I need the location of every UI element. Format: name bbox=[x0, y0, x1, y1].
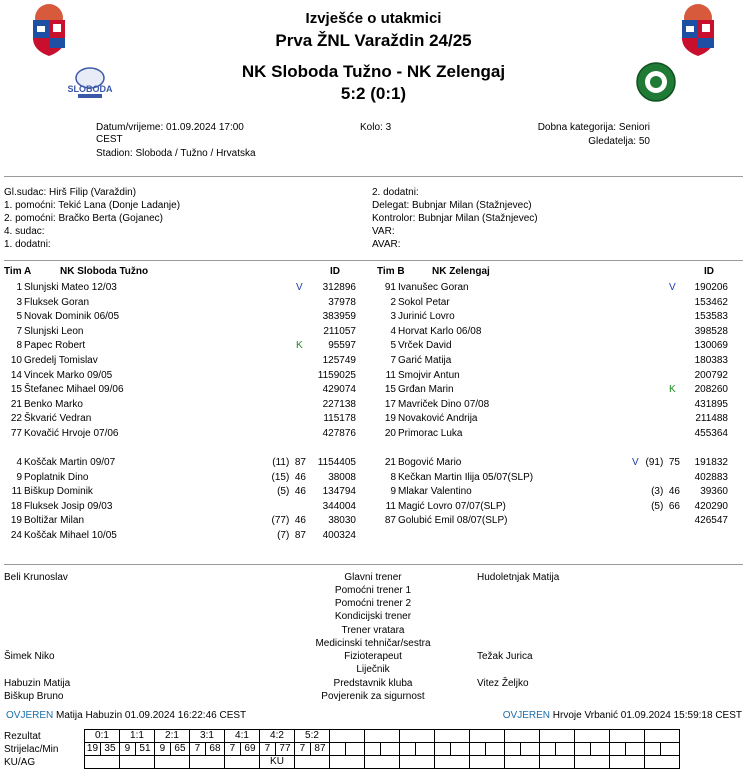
goalkeeper-mark: V bbox=[669, 282, 676, 293]
player-number: 11 bbox=[11, 486, 22, 498]
player-row bbox=[0, 427, 747, 441]
player-name: Bogović Mario bbox=[398, 457, 462, 468]
staff-team-a: Beli Krunoslav bbox=[4, 572, 68, 583]
player-name: Boltižar Milan bbox=[24, 515, 85, 527]
officials-right bbox=[372, 186, 538, 251]
official-line: 2. dodatni: bbox=[372, 187, 419, 198]
ku-cell bbox=[575, 756, 610, 769]
divider bbox=[4, 260, 743, 261]
scorer-minute-cell: 68 bbox=[205, 743, 224, 756]
ku-cell: KU bbox=[260, 756, 295, 769]
player-id: 200792 bbox=[694, 369, 728, 381]
player-number: 18 bbox=[10, 500, 22, 512]
spectators: Gledatelja: 50 bbox=[588, 136, 650, 147]
player-name: Poplatnik Dino bbox=[24, 471, 89, 483]
svg-text:SLOBODA: SLOBODA bbox=[67, 84, 113, 94]
ku-cell bbox=[645, 756, 680, 769]
player-id: 398528 bbox=[694, 325, 728, 337]
player-name: Kečkan Martin Ilija 05/07(SLP) bbox=[398, 471, 534, 483]
team-b-label: Tim B bbox=[377, 266, 405, 277]
player-number: 20 bbox=[384, 428, 396, 439]
scorer-number-cell bbox=[365, 743, 381, 756]
player-number: 91 bbox=[384, 282, 396, 293]
player-number: 11 bbox=[385, 369, 396, 381]
scorer-number-cell: 7 bbox=[260, 743, 276, 756]
player-number: 8 bbox=[16, 340, 22, 352]
official-line: 4. sudac: bbox=[4, 226, 45, 237]
player-name: Fluksek Josip 09/03 bbox=[24, 500, 113, 512]
team-a-name: NK Sloboda Tužno bbox=[60, 266, 149, 277]
player-number: 21 bbox=[10, 398, 22, 410]
results-table bbox=[84, 729, 680, 769]
player-row bbox=[0, 369, 747, 383]
player-number: 9 bbox=[390, 486, 396, 498]
player-name: Sokol Petar bbox=[398, 296, 450, 308]
player-name: Horvat Karlo 06/08 bbox=[398, 325, 482, 337]
goalkeeper-mark: V bbox=[296, 282, 303, 293]
match-timezone: CEST bbox=[96, 134, 123, 145]
substitution-info: (3) 46 bbox=[651, 486, 680, 498]
results-score-row bbox=[85, 730, 680, 743]
match-score: 5:2 (0:1) bbox=[340, 84, 407, 103]
player-id: 383959 bbox=[322, 311, 356, 323]
scorer-minute-cell bbox=[415, 743, 434, 756]
score-cell bbox=[400, 730, 435, 743]
player-id: 39360 bbox=[700, 486, 728, 498]
staff-role: Liječnik bbox=[356, 664, 390, 675]
player-id: 400324 bbox=[322, 530, 356, 541]
official-line: 1. pomoćni: Tekić Lana (Donje Ladanje) bbox=[4, 200, 181, 211]
player-row bbox=[0, 471, 747, 485]
team-a-id-header: ID bbox=[330, 266, 340, 277]
player-row bbox=[0, 412, 747, 426]
staff-role: Trener vratara bbox=[341, 625, 405, 636]
score-cell bbox=[330, 730, 365, 743]
score-cell bbox=[435, 730, 470, 743]
scorer-minute-cell bbox=[590, 743, 609, 756]
scorer-number-cell: 7 bbox=[295, 743, 311, 756]
score-cell: 4:2 bbox=[260, 730, 295, 743]
substitution-info: (11) 87 bbox=[272, 457, 306, 468]
player-number: 19 bbox=[10, 515, 22, 527]
player-name: Smojvir Antun bbox=[398, 369, 460, 381]
player-id: 312896 bbox=[322, 282, 356, 293]
results-ku-row bbox=[85, 756, 680, 769]
player-name: Gredelj Tomislav bbox=[24, 355, 98, 366]
staff-role: Predstavnik kluba bbox=[333, 678, 413, 689]
scorer-minute-cell: 77 bbox=[275, 743, 294, 756]
score-cell bbox=[365, 730, 400, 743]
official-line: AVAR: bbox=[372, 239, 401, 250]
score-cell bbox=[470, 730, 505, 743]
staff-role: Pomoćni trener 2 bbox=[334, 598, 412, 609]
score-cell bbox=[575, 730, 610, 743]
player-row bbox=[0, 281, 747, 295]
player-id: 190206 bbox=[694, 282, 728, 293]
results-label-scorer: Strijelac/Min bbox=[4, 744, 59, 755]
player-name: Škvarić Vedran bbox=[24, 413, 92, 425]
scorer-minute-cell bbox=[485, 743, 504, 756]
player-id: 420290 bbox=[694, 500, 728, 512]
player-number: 22 bbox=[10, 413, 22, 425]
player-id: 227138 bbox=[322, 398, 356, 410]
player-id: 1154405 bbox=[317, 457, 356, 468]
player-name: Grđan Marin bbox=[398, 384, 454, 396]
player-number: 7 bbox=[390, 355, 396, 366]
player-row bbox=[0, 325, 747, 339]
player-number: 77 bbox=[10, 428, 22, 439]
ku-cell bbox=[435, 756, 470, 769]
player-name: Koščak Mihael 10/05 bbox=[24, 530, 117, 541]
divider bbox=[4, 176, 743, 177]
player-row bbox=[0, 514, 747, 528]
ku-cell bbox=[365, 756, 400, 769]
player-name: Biškup Dominik bbox=[24, 486, 93, 498]
verified-label: OVJEREN bbox=[6, 710, 54, 721]
ku-cell bbox=[155, 756, 190, 769]
scorer-number-cell: 7 bbox=[190, 743, 206, 756]
player-name: Kovačić Hrvoje 07/06 bbox=[24, 428, 119, 439]
player-row bbox=[0, 354, 747, 368]
player-row bbox=[0, 383, 747, 397]
scorer-number-cell bbox=[610, 743, 626, 756]
scorer-minute-cell bbox=[660, 743, 679, 756]
score-cell bbox=[540, 730, 575, 743]
substitution-info: (15) 46 bbox=[271, 471, 306, 483]
player-name: Slunjski Leon bbox=[24, 325, 84, 337]
player-name: Mlakar Valentino bbox=[398, 486, 472, 498]
player-id: 38008 bbox=[328, 471, 356, 483]
verified-label: OVJEREN bbox=[502, 710, 551, 721]
official-line: 1. dodatni: bbox=[4, 239, 51, 250]
scorer-minute-cell: 65 bbox=[170, 743, 189, 756]
player-id: 153583 bbox=[694, 311, 728, 323]
staff-team-a: Šimek Niko bbox=[4, 651, 55, 662]
staff-role: Povjerenik za sigurnost bbox=[321, 691, 425, 702]
score-cell: 0:1 bbox=[85, 730, 120, 743]
team-b-name: NK Zelengaj bbox=[432, 266, 490, 277]
substitution-info: (77) 46 bbox=[271, 515, 306, 527]
player-id: 402883 bbox=[694, 471, 728, 483]
scorer-number-cell bbox=[505, 743, 521, 756]
player-number: 3 bbox=[16, 296, 22, 308]
staff-team-b: Hudoletnjak Matija bbox=[477, 572, 560, 583]
player-id: 38030 bbox=[328, 515, 356, 527]
scorer-minute-cell: 51 bbox=[135, 743, 154, 756]
player-name: Slunjski Mateo 12/03 bbox=[24, 282, 117, 293]
player-id: 427876 bbox=[322, 428, 356, 439]
scorer-number-cell bbox=[575, 743, 591, 756]
player-number: 24 bbox=[10, 530, 22, 541]
player-number: 11 bbox=[385, 500, 396, 512]
player-name: Novak Dominik 06/05 bbox=[24, 311, 120, 323]
score-cell: 3:1 bbox=[190, 730, 225, 743]
scorer-number-cell: 9 bbox=[155, 743, 171, 756]
scorer-minute-cell: 87 bbox=[310, 743, 329, 756]
player-number: 9 bbox=[16, 471, 22, 483]
player-name: Ivanušec Goran bbox=[398, 282, 469, 293]
staff-team-a: Habuzin Matija bbox=[4, 678, 71, 689]
player-id: 211488 bbox=[695, 413, 728, 425]
player-number: 14 bbox=[10, 369, 22, 381]
player-name: Benko Marko bbox=[24, 398, 83, 410]
verification-left bbox=[6, 710, 246, 721]
scorer-number-cell bbox=[470, 743, 486, 756]
ku-cell bbox=[505, 756, 540, 769]
match-round: Kolo: 3 bbox=[360, 122, 392, 133]
score-cell bbox=[645, 730, 680, 743]
player-id: 180383 bbox=[694, 355, 728, 366]
player-number: 87 bbox=[384, 515, 396, 527]
scorer-minute-cell bbox=[380, 743, 399, 756]
scorer-number-cell bbox=[330, 743, 346, 756]
scorer-number-cell bbox=[435, 743, 451, 756]
player-row bbox=[0, 339, 747, 353]
staff-team-a: Biškup Bruno bbox=[4, 691, 64, 702]
scorer-minute-cell: 69 bbox=[240, 743, 259, 756]
ku-cell bbox=[225, 756, 260, 769]
scorer-number-cell bbox=[540, 743, 556, 756]
player-number: 5 bbox=[390, 340, 396, 352]
goalkeeper-mark: V bbox=[632, 457, 639, 468]
staff-team-b: Vitez Željko bbox=[477, 678, 529, 689]
player-row bbox=[0, 296, 747, 310]
player-id: 134794 bbox=[322, 486, 356, 498]
player-name: Garić Matija bbox=[398, 355, 452, 366]
player-id: 191832 bbox=[694, 457, 728, 468]
player-id: 344004 bbox=[322, 500, 356, 512]
team-a-label: Tim A bbox=[4, 266, 32, 277]
player-name: Vincek Marko 09/05 bbox=[24, 369, 113, 381]
player-id: 431895 bbox=[694, 398, 728, 410]
player-number: 4 bbox=[390, 325, 396, 337]
player-name: Golubić Emil 08/07(SLP) bbox=[398, 515, 508, 527]
official-line: 2. pomoćni: Bračko Berta (Gojanec) bbox=[4, 213, 163, 224]
verification-right bbox=[440, 710, 742, 721]
player-name: Vrček David bbox=[398, 340, 452, 352]
captain-mark: K bbox=[669, 384, 676, 396]
scorer-number-cell: 19 bbox=[85, 743, 101, 756]
player-id: 211057 bbox=[323, 325, 356, 337]
divider bbox=[4, 564, 743, 565]
player-id: 153462 bbox=[694, 296, 728, 308]
player-number: 7 bbox=[16, 325, 22, 337]
officials-left bbox=[4, 186, 180, 251]
player-id: 115178 bbox=[323, 413, 356, 425]
player-id: 455364 bbox=[694, 428, 728, 439]
ku-cell bbox=[295, 756, 330, 769]
staff-team-b: Težak Jurica bbox=[477, 651, 533, 662]
scorer-minute-cell bbox=[625, 743, 644, 756]
staff-role: Pomoćni trener 1 bbox=[334, 585, 412, 596]
player-row bbox=[0, 485, 747, 499]
ku-cell bbox=[610, 756, 645, 769]
verified-by-left: Matija Habuzin 01.09.2024 16:22:46 CEST bbox=[56, 710, 247, 721]
scorer-number-cell bbox=[645, 743, 661, 756]
captain-mark: K bbox=[296, 340, 303, 352]
staff-role: Kondicijski trener bbox=[334, 611, 412, 622]
scorer-minute-cell: 35 bbox=[100, 743, 119, 756]
ku-cell bbox=[85, 756, 120, 769]
player-name: Štefanec Mihael 09/06 bbox=[24, 384, 124, 396]
player-id: 426547 bbox=[694, 515, 728, 527]
match-datetime: Datum/vrijeme: 01.09.2024 17:00 bbox=[96, 122, 244, 133]
player-number: 15 bbox=[10, 384, 22, 396]
score-cell bbox=[610, 730, 645, 743]
player-number: 10 bbox=[10, 355, 22, 366]
results-scorer-row bbox=[85, 743, 680, 756]
player-number: 17 bbox=[384, 398, 396, 410]
score-cell: 2:1 bbox=[155, 730, 190, 743]
player-id: 37978 bbox=[328, 296, 356, 308]
player-name: Jurinić Lovro bbox=[398, 311, 455, 323]
results-label-ku: KU/AG bbox=[4, 757, 36, 768]
player-name: Fluksek Goran bbox=[24, 296, 90, 308]
ku-cell bbox=[470, 756, 505, 769]
ku-cell bbox=[400, 756, 435, 769]
player-number: 3 bbox=[390, 311, 396, 323]
player-name: Koščak Martin 09/07 bbox=[24, 457, 116, 468]
player-number: 8 bbox=[390, 471, 396, 483]
player-row bbox=[0, 500, 747, 514]
scorer-minute-cell bbox=[450, 743, 469, 756]
results-label-score: Rezultat bbox=[4, 731, 41, 742]
substitution-info: (7) 87 bbox=[277, 530, 306, 541]
player-number: 19 bbox=[384, 413, 396, 425]
player-number: 15 bbox=[384, 384, 396, 396]
player-number: 1 bbox=[16, 282, 22, 293]
staff-role: Fizioterapeut bbox=[344, 651, 402, 662]
score-cell: 4:1 bbox=[225, 730, 260, 743]
scorer-minute-cell bbox=[555, 743, 574, 756]
ku-cell bbox=[540, 756, 575, 769]
league-title: Prva ŽNL Varaždin 24/25 bbox=[275, 31, 472, 50]
player-row bbox=[0, 310, 747, 324]
player-id: 1159025 bbox=[317, 369, 356, 381]
player-row bbox=[0, 529, 747, 543]
player-name: Magić Lovro 07/07(SLP) bbox=[398, 500, 506, 512]
official-line: Kontrolor: Bubnjar Milan (Stažnjevec) bbox=[372, 213, 538, 224]
player-id: 208260 bbox=[694, 384, 728, 396]
player-id: 95597 bbox=[328, 340, 356, 352]
player-number: 2 bbox=[390, 296, 396, 308]
player-id: 429074 bbox=[322, 384, 356, 396]
player-name: Papec Robert bbox=[24, 340, 86, 352]
scorer-number-cell bbox=[400, 743, 416, 756]
player-id: 130069 bbox=[694, 340, 728, 352]
player-name: Novaković Andrija bbox=[398, 413, 478, 425]
staff-role: Glavni trener bbox=[344, 572, 402, 583]
scorer-number-cell: 9 bbox=[120, 743, 136, 756]
substitution-info: (5) 66 bbox=[651, 500, 680, 512]
player-number: 5 bbox=[16, 311, 22, 323]
ku-cell bbox=[190, 756, 225, 769]
match-stadium: Stadion: Sloboda / Tužno / Hrvatska bbox=[96, 148, 256, 159]
score-cell: 1:1 bbox=[120, 730, 155, 743]
scorer-minute-cell bbox=[345, 743, 364, 756]
score-cell bbox=[505, 730, 540, 743]
official-line: Gl.sudac: Hirš Filip (Varaždin) bbox=[4, 187, 137, 198]
player-row bbox=[0, 398, 747, 412]
player-id: 125749 bbox=[322, 355, 356, 366]
staff-role: Medicinski tehničar/sestra bbox=[315, 638, 431, 649]
verified-by-right: Hrvoje Vrbanić 01.09.2024 15:59:18 CEST bbox=[552, 710, 742, 721]
player-name: Mavriček Dino 07/08 bbox=[398, 398, 490, 410]
player-name: Primorac Luka bbox=[398, 428, 463, 439]
substitution-info: (5) 46 bbox=[277, 486, 306, 498]
substitution-info: (91) 75 bbox=[645, 457, 680, 468]
age-category: Dobna kategorija: Seniori bbox=[537, 122, 650, 133]
player-number: 4 bbox=[16, 457, 22, 468]
official-line: VAR: bbox=[372, 226, 395, 237]
official-line: Delegat: Bubnjar Milan (Stažnjevec) bbox=[372, 200, 532, 211]
ku-cell bbox=[330, 756, 365, 769]
score-cell: 5:2 bbox=[295, 730, 330, 743]
scorer-minute-cell bbox=[520, 743, 539, 756]
ku-cell bbox=[120, 756, 155, 769]
scorer-number-cell: 7 bbox=[225, 743, 241, 756]
team-b-id-header: ID bbox=[704, 266, 714, 277]
match-title: NK Sloboda Tužno - NK Zelengaj bbox=[241, 62, 506, 81]
player-number: 21 bbox=[384, 457, 396, 468]
report-title: Izvješće o utakmici bbox=[305, 10, 442, 27]
player-row bbox=[0, 456, 747, 470]
